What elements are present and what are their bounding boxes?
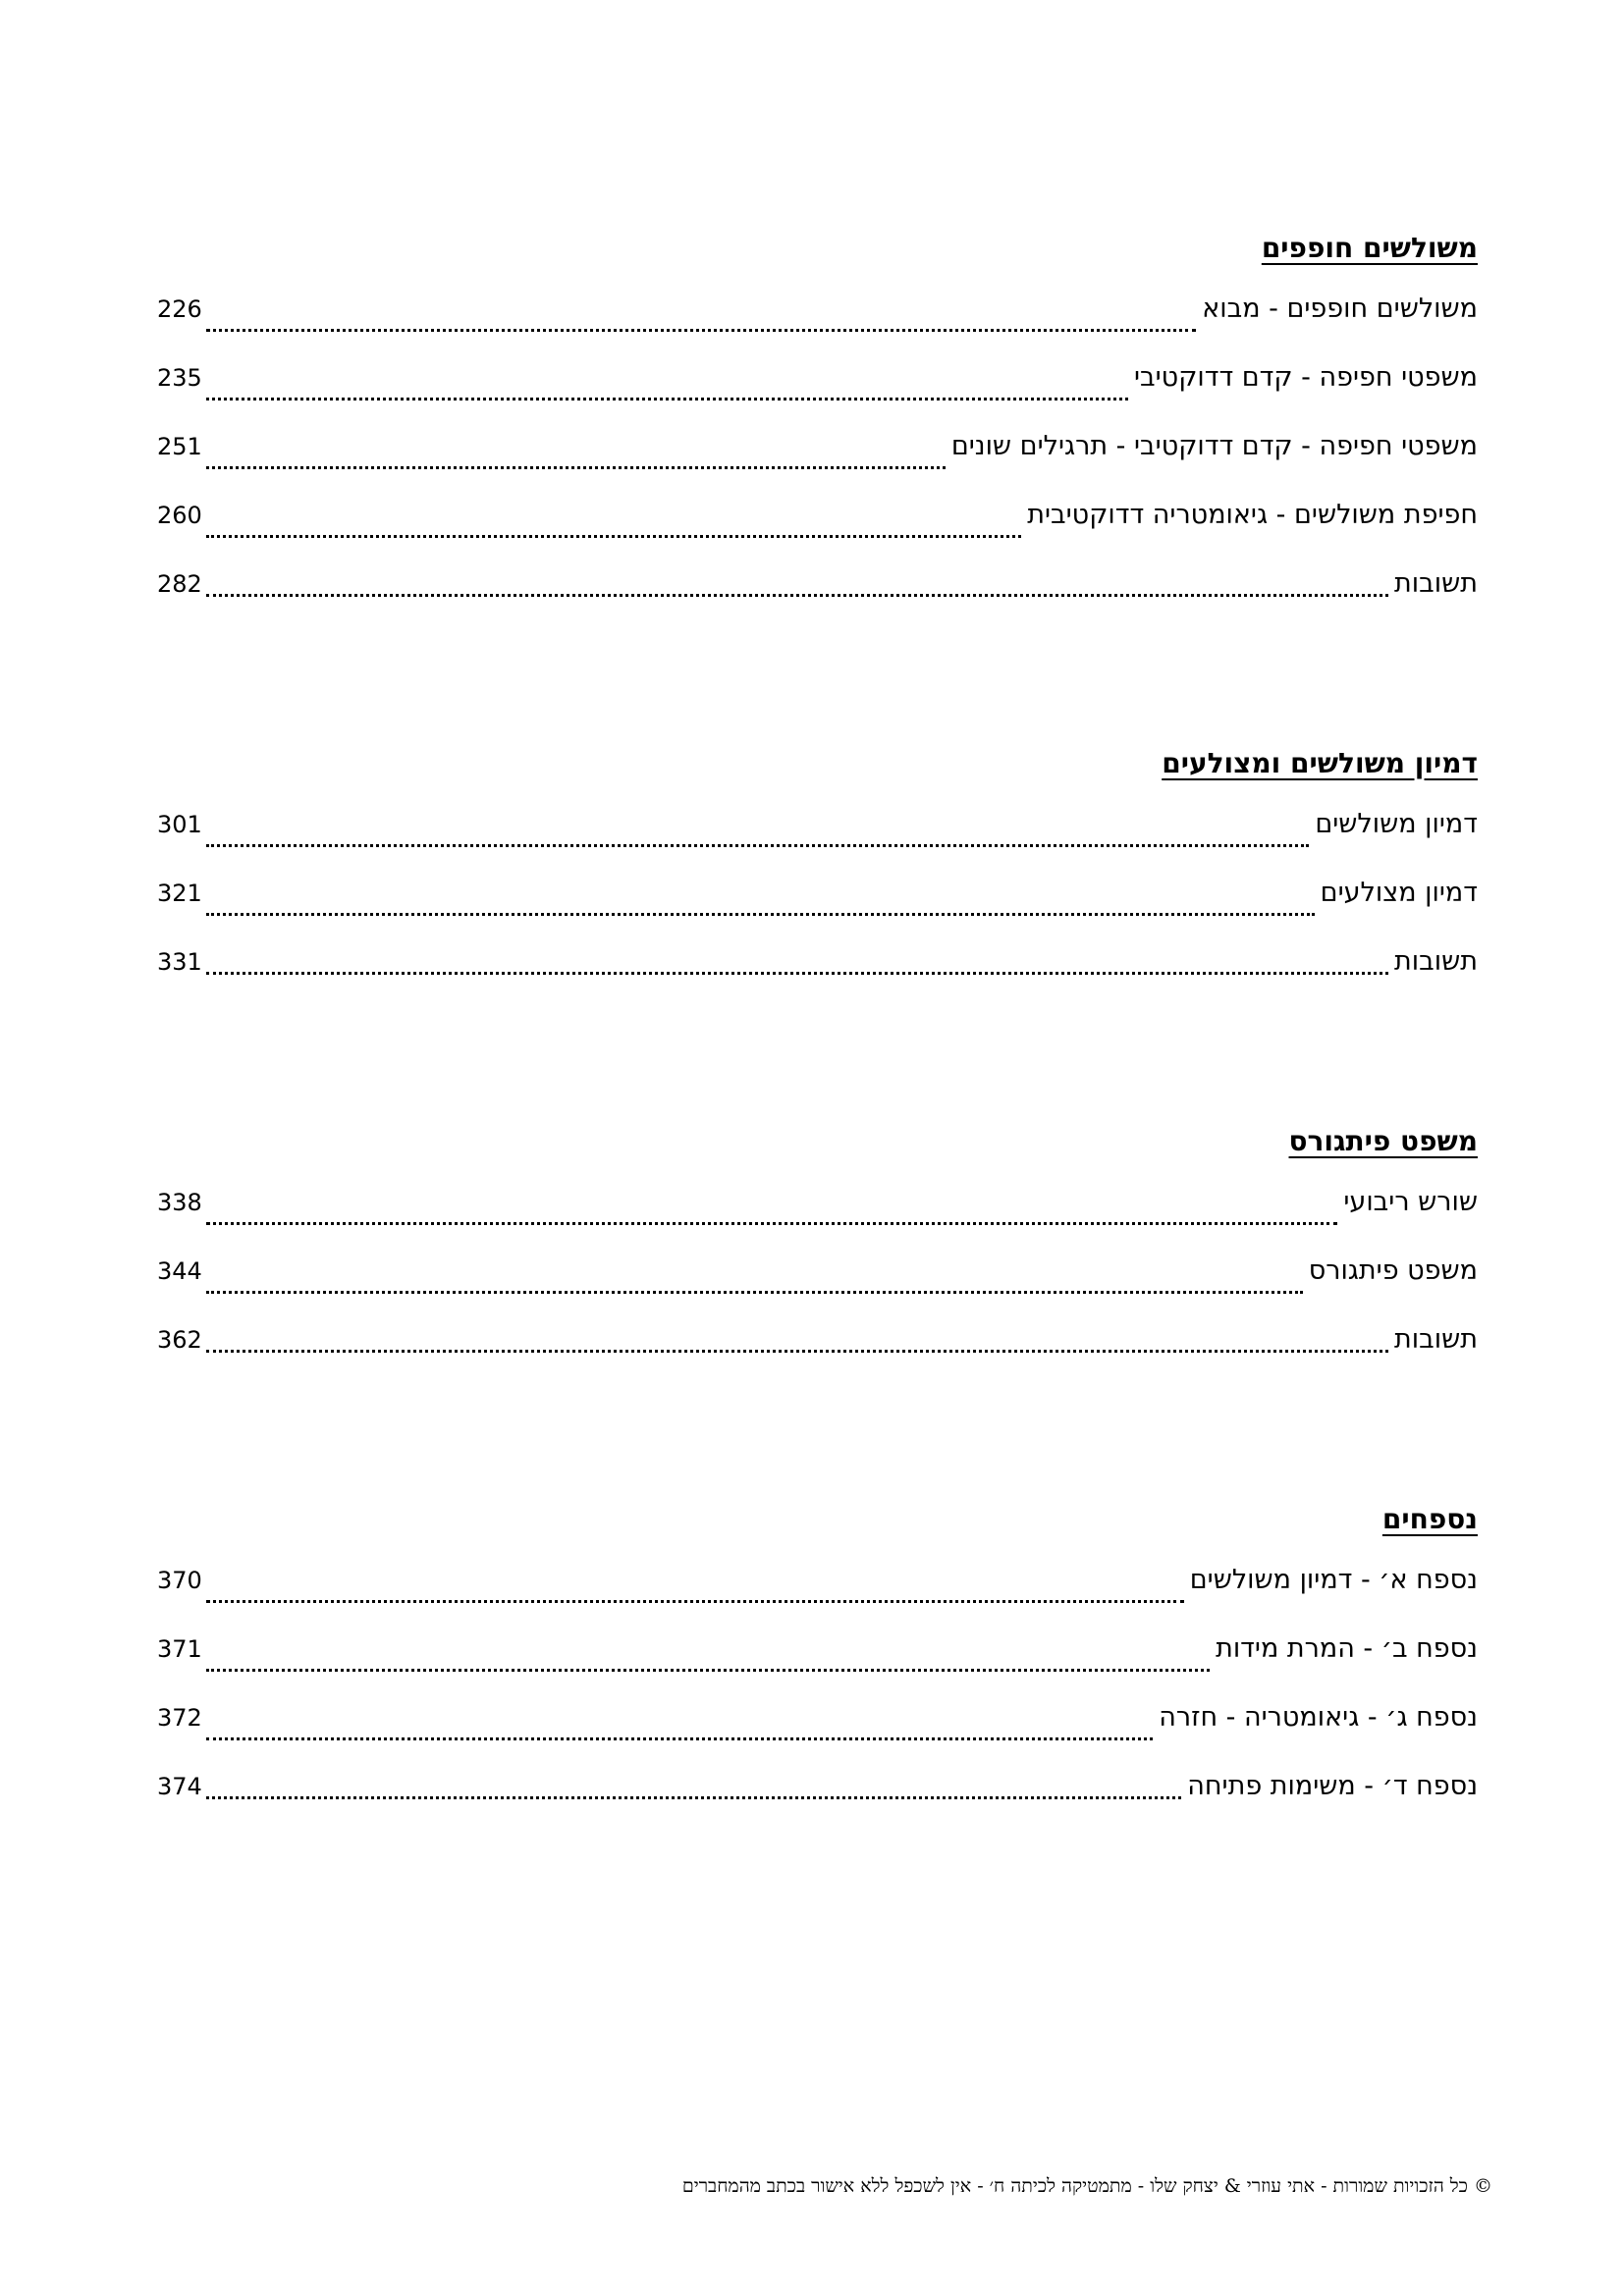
toc-entry[interactable] [157, 1561, 1478, 1629]
page-number: 374 [157, 1773, 202, 1800]
entry-title: שורש ריבועי [1343, 1187, 1478, 1217]
page-number: 235 [157, 364, 202, 392]
entry-title: תשובות [1394, 1324, 1478, 1355]
entry-title: תשובות [1394, 946, 1478, 977]
toc-entry[interactable] [157, 1252, 1478, 1320]
page-number: 321 [157, 880, 202, 907]
section-title: דמיון משולשים ומצולעים [1162, 747, 1478, 779]
toc-section-similarity [157, 736, 1478, 991]
toc-entry[interactable] [157, 564, 1478, 614]
toc-entry[interactable] [157, 874, 1478, 942]
entry-title: נספח ד׳ - משימות פתיחה [1187, 1771, 1478, 1801]
dot-leader [206, 1600, 1184, 1603]
toc-entry[interactable] [157, 1629, 1478, 1698]
page-number: 371 [157, 1635, 202, 1663]
table-of-contents [157, 221, 1478, 1816]
page-number: 362 [157, 1326, 202, 1354]
entry-title: נספח ב׳ - המרת מידות [1216, 1633, 1478, 1664]
entry-title: דמיון משולשים [1315, 809, 1478, 839]
page-number: 370 [157, 1567, 202, 1594]
page-number: 226 [157, 295, 202, 323]
toc-entry[interactable] [157, 805, 1478, 874]
entry-title: משולשים חופפים - מבוא [1202, 294, 1478, 324]
toc-entry[interactable] [157, 290, 1478, 358]
toc-entry[interactable] [157, 1698, 1478, 1767]
toc-section-appendices [157, 1492, 1478, 1816]
toc-entry[interactable] [157, 942, 1478, 991]
dot-leader [206, 913, 1315, 916]
dot-leader [206, 398, 1128, 400]
dot-leader [206, 844, 1309, 847]
entry-title: נספח ג׳ - גיאומטריה - חזרה [1159, 1702, 1478, 1733]
entry-title: משפטי חפיפה - קדם דדוקטיבי - תרגילים שונים [950, 431, 1478, 461]
dot-leader [206, 466, 946, 469]
dot-leader [206, 329, 1196, 332]
dot-leader [206, 972, 1388, 975]
dot-leader [206, 1796, 1181, 1799]
section-title: נספחים [1381, 1503, 1478, 1535]
entry-title: חפיפת משולשים - גיאומטריה דדוקטיבית [1027, 500, 1478, 530]
entry-title: משפט פיתגורס [1308, 1255, 1478, 1286]
toc-section-pythagoras [157, 1114, 1478, 1369]
toc-entry[interactable] [157, 496, 1478, 564]
dot-leader [206, 1737, 1153, 1740]
page-number: 372 [157, 1704, 202, 1732]
page-number: 338 [157, 1189, 202, 1216]
dot-leader [206, 1222, 1337, 1225]
toc-entry[interactable] [157, 358, 1478, 427]
page-number: 260 [157, 502, 202, 529]
entry-title: תשובות [1394, 568, 1478, 599]
entry-title: משפטי חפיפה - קדם דדוקטיבי [1134, 362, 1478, 393]
page-number: 251 [157, 433, 202, 460]
page-number: 301 [157, 811, 202, 838]
page-number: 344 [157, 1257, 202, 1285]
toc-entry[interactable] [157, 1183, 1478, 1252]
toc-section-congruent-triangles [157, 221, 1478, 614]
copyright-footer: © כל הזכויות שמורות - אתי עוזרי & יצחק שלו - מתמטיקה לכיתה ח׳ - אין לשכפל ללא אישור בכתב מהמחברים [681, 2175, 1492, 2197]
dot-leader [206, 594, 1388, 597]
section-title: משפט פיתגורס [1288, 1125, 1478, 1157]
toc-entry[interactable] [157, 1767, 1478, 1816]
section-title: משולשים חופפים [1261, 232, 1478, 264]
entry-title: דמיון מצולעים [1320, 878, 1478, 908]
page-number: 331 [157, 948, 202, 976]
dot-leader [206, 535, 1021, 538]
entry-title: נספח א׳ - דמיון משולשים [1189, 1565, 1478, 1595]
toc-entry[interactable] [157, 1320, 1478, 1369]
dot-leader [206, 1350, 1388, 1353]
dot-leader [206, 1669, 1210, 1672]
page-number: 282 [157, 570, 202, 598]
dot-leader [206, 1291, 1303, 1294]
toc-entry[interactable] [157, 427, 1478, 496]
